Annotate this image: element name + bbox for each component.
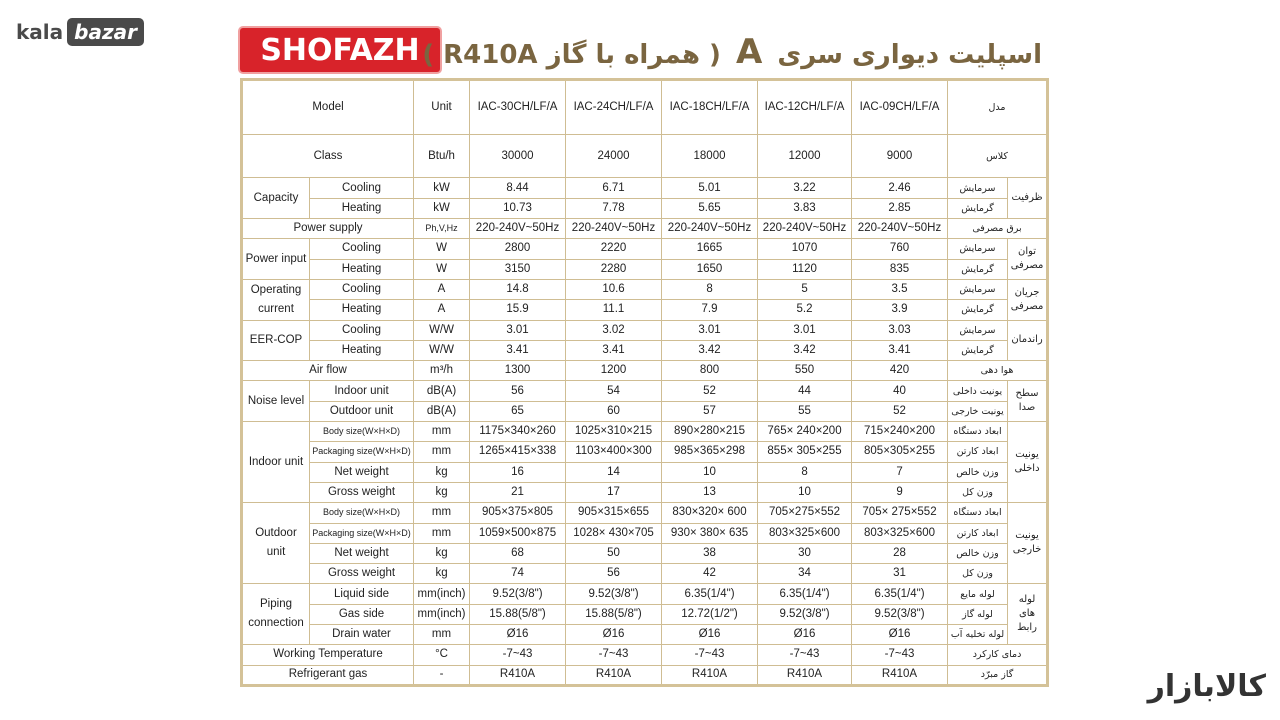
value-cell: -7~43 bbox=[758, 645, 852, 665]
model-cell: IAC-12CH/LF/A bbox=[758, 80, 852, 135]
value-cell: 550 bbox=[758, 361, 852, 381]
value-cell: 57 bbox=[662, 401, 758, 421]
sub-label: Cooling bbox=[310, 279, 414, 299]
value-cell: 6.35(1/4") bbox=[852, 584, 948, 604]
value-cell: 3.02 bbox=[566, 320, 662, 340]
unit-cell: W bbox=[414, 259, 470, 279]
value-cell: R410A bbox=[662, 665, 758, 685]
unit-cell: mm bbox=[414, 422, 470, 442]
sub-label: Liquid side bbox=[310, 584, 414, 604]
value-cell: 220-240V~50Hz bbox=[470, 219, 566, 239]
row-label-fa: مدل bbox=[948, 80, 1048, 135]
value-cell: 30 bbox=[758, 543, 852, 563]
value-cell: 705× 275×552 bbox=[852, 503, 948, 523]
value-cell: 16 bbox=[470, 462, 566, 482]
value-cell: 55 bbox=[758, 401, 852, 421]
value-cell: 8.44 bbox=[470, 178, 566, 198]
value-cell: 3150 bbox=[470, 259, 566, 279]
sub-label: Net weight bbox=[310, 462, 414, 482]
table-row bbox=[242, 401, 1048, 421]
value-cell: 220-240V~50Hz bbox=[566, 219, 662, 239]
value-cell: 11.1 bbox=[566, 300, 662, 320]
unit-cell: A bbox=[414, 279, 470, 299]
value-cell: 220-240V~50Hz bbox=[662, 219, 758, 239]
sub-label: Heating bbox=[310, 300, 414, 320]
value-cell: 21 bbox=[470, 482, 566, 502]
category-label-fa: یونیت خارجی bbox=[1008, 503, 1048, 584]
value-cell: 60 bbox=[566, 401, 662, 421]
sub-label-fa: یونیت خارجی bbox=[948, 401, 1008, 421]
sub-label-fa: یونیت داخلی bbox=[948, 381, 1008, 401]
value-cell: 6.35(1/4") bbox=[758, 584, 852, 604]
sub-label-fa: وزن خالص bbox=[948, 543, 1008, 563]
value-cell: 800 bbox=[662, 361, 758, 381]
sub-label: Heating bbox=[310, 198, 414, 218]
category-label-fa: یونیت داخلی bbox=[1008, 422, 1048, 503]
value-cell: 3.01 bbox=[470, 320, 566, 340]
value-cell: R410A bbox=[852, 665, 948, 685]
value-cell: 2800 bbox=[470, 239, 566, 259]
table-row bbox=[242, 604, 1048, 624]
value-cell: 9.52(3/8") bbox=[758, 604, 852, 624]
sub-label-fa: سرمایش bbox=[948, 279, 1008, 299]
category-label: Noise level bbox=[242, 381, 310, 422]
unit-cell: mm bbox=[414, 624, 470, 644]
table-row bbox=[242, 564, 1048, 584]
value-cell: 3.5 bbox=[852, 279, 948, 299]
value-cell: 28 bbox=[852, 543, 948, 563]
value-cell: Ø16 bbox=[758, 624, 852, 644]
value-cell: 855× 305×255 bbox=[758, 442, 852, 462]
row-label: Working Temperature bbox=[242, 645, 414, 665]
value-cell: 54 bbox=[566, 381, 662, 401]
value-cell: 13 bbox=[662, 482, 758, 502]
spec-table bbox=[240, 78, 1049, 687]
value-cell: 3.01 bbox=[662, 320, 758, 340]
unit-cell: kg bbox=[414, 462, 470, 482]
unit-cell: W/W bbox=[414, 320, 470, 340]
sub-label-fa: گرمایش bbox=[948, 300, 1008, 320]
category-label: Operating current bbox=[242, 279, 310, 320]
unit-cell: mm bbox=[414, 503, 470, 523]
title-pre: اسپلیت دیواری سری bbox=[777, 40, 1042, 70]
table-row bbox=[242, 80, 1048, 135]
unit-cell: mm(inch) bbox=[414, 604, 470, 624]
value-cell: 1120 bbox=[758, 259, 852, 279]
value-cell: 2.85 bbox=[852, 198, 948, 218]
brand-logo-text: SHOFAZH bbox=[260, 32, 420, 68]
value-cell: 1650 bbox=[662, 259, 758, 279]
value-cell: 3.41 bbox=[470, 340, 566, 360]
table-row bbox=[242, 279, 1048, 299]
category-label-fa: سطح صدا bbox=[1008, 381, 1048, 422]
value-cell: 803×325×600 bbox=[758, 523, 852, 543]
title-post: ( همراه با گاز R410A ) bbox=[422, 40, 721, 70]
value-cell: 1025×310×215 bbox=[566, 422, 662, 442]
value-cell: 3.83 bbox=[758, 198, 852, 218]
value-cell: 1265×415×338 bbox=[470, 442, 566, 462]
category-label: Indoor unit bbox=[242, 422, 310, 503]
row-label-fa: گاز مبرّد bbox=[948, 665, 1048, 685]
table-row bbox=[242, 198, 1048, 218]
value-cell: 5.65 bbox=[662, 198, 758, 218]
value-cell: 905×375×805 bbox=[470, 503, 566, 523]
sub-label-fa: ابعاد دستگاه bbox=[948, 422, 1008, 442]
sub-label-fa: سرمایش bbox=[948, 320, 1008, 340]
unit-cell: kg bbox=[414, 482, 470, 502]
row-label: Air flow bbox=[242, 361, 414, 381]
value-cell: 10 bbox=[758, 482, 852, 502]
value-cell: 2220 bbox=[566, 239, 662, 259]
model-cell: IAC-09CH/LF/A bbox=[852, 80, 948, 135]
unit-cell: W/W bbox=[414, 340, 470, 360]
row-label-fa: برق مصرفی bbox=[948, 219, 1048, 239]
sub-label-fa: وزن کل bbox=[948, 564, 1008, 584]
value-cell: 8 bbox=[662, 279, 758, 299]
table-row bbox=[242, 482, 1048, 502]
category-label-fa: ظرفیت bbox=[1008, 178, 1048, 219]
value-cell: 10.73 bbox=[470, 198, 566, 218]
unit-cell: kW bbox=[414, 178, 470, 198]
table-row bbox=[242, 134, 1048, 178]
row-label: Class bbox=[242, 134, 414, 178]
value-cell: 6.71 bbox=[566, 178, 662, 198]
value-cell: 420 bbox=[852, 361, 948, 381]
value-cell: 1059×500×875 bbox=[470, 523, 566, 543]
table-row bbox=[242, 624, 1048, 644]
value-cell: 835 bbox=[852, 259, 948, 279]
value-cell: 220-240V~50Hz bbox=[758, 219, 852, 239]
value-cell: 5.2 bbox=[758, 300, 852, 320]
value-cell: 1665 bbox=[662, 239, 758, 259]
value-cell: Ø16 bbox=[470, 624, 566, 644]
category-label: EER-COP bbox=[242, 320, 310, 361]
value-cell: 9.52(3/8") bbox=[566, 584, 662, 604]
category-label-fa: توان مصرفی bbox=[1008, 239, 1048, 280]
value-cell: Ø16 bbox=[662, 624, 758, 644]
value-cell: 220-240V~50Hz bbox=[852, 219, 948, 239]
sub-label-fa: لوله گاز bbox=[948, 604, 1008, 624]
value-cell: 905×315×655 bbox=[566, 503, 662, 523]
sub-label-fa: گرمایش bbox=[948, 340, 1008, 360]
value-cell: 1200 bbox=[566, 361, 662, 381]
value-cell: 9000 bbox=[852, 134, 948, 178]
sub-label: Packaging size(W×H×D) bbox=[310, 442, 414, 462]
value-cell: 10 bbox=[662, 462, 758, 482]
sub-label: Heating bbox=[310, 259, 414, 279]
value-cell: -7~43 bbox=[662, 645, 758, 665]
value-cell: 930× 380× 635 bbox=[662, 523, 758, 543]
table-row bbox=[242, 422, 1048, 442]
table-row bbox=[242, 503, 1048, 523]
sub-label: Drain water bbox=[310, 624, 414, 644]
unit-cell: A bbox=[414, 300, 470, 320]
model-cell: IAC-30CH/LF/A bbox=[470, 80, 566, 135]
value-cell: 31 bbox=[852, 564, 948, 584]
value-cell: 30000 bbox=[470, 134, 566, 178]
category-label-fa: جریان مصرفی bbox=[1008, 279, 1048, 320]
table-row bbox=[242, 219, 1048, 239]
value-cell: 5 bbox=[758, 279, 852, 299]
table-row bbox=[242, 584, 1048, 604]
category-label-fa: راندمان bbox=[1008, 320, 1048, 361]
value-cell: 803×325×600 bbox=[852, 523, 948, 543]
shofazh-logo bbox=[240, 28, 440, 72]
value-cell: 44 bbox=[758, 381, 852, 401]
value-cell: 56 bbox=[566, 564, 662, 584]
value-cell: 985×365×298 bbox=[662, 442, 758, 462]
value-cell: 18000 bbox=[662, 134, 758, 178]
kalabazar-watermark-top bbox=[16, 18, 144, 46]
model-cell: IAC-24CH/LF/A bbox=[566, 80, 662, 135]
value-cell: 3.01 bbox=[758, 320, 852, 340]
table-row bbox=[242, 645, 1048, 665]
sub-label: Gas side bbox=[310, 604, 414, 624]
value-cell: 7.78 bbox=[566, 198, 662, 218]
unit-cell: kg bbox=[414, 543, 470, 563]
value-cell: 2280 bbox=[566, 259, 662, 279]
category-label: Outdoor unit bbox=[242, 503, 310, 584]
row-label: Refrigerant gas bbox=[242, 665, 414, 685]
sub-label-fa: سرمایش bbox=[948, 178, 1008, 198]
unit-cell: Ph,V,Hz bbox=[414, 219, 470, 239]
table-row bbox=[242, 300, 1048, 320]
sub-label: Cooling bbox=[310, 239, 414, 259]
value-cell: 10.6 bbox=[566, 279, 662, 299]
value-cell: R410A bbox=[566, 665, 662, 685]
category-label: Capacity bbox=[242, 178, 310, 219]
category-label-fa: لوله های رابط bbox=[1008, 584, 1048, 645]
sub-label-fa: ابعاد کارتن bbox=[948, 523, 1008, 543]
value-cell: 52 bbox=[662, 381, 758, 401]
value-cell: 15.88(5/8") bbox=[470, 604, 566, 624]
watermark-kala: kala bbox=[16, 20, 64, 44]
value-cell: 2.46 bbox=[852, 178, 948, 198]
value-cell: 9.52(3/8") bbox=[852, 604, 948, 624]
unit-cell: kW bbox=[414, 198, 470, 218]
unit-cell: m³/h bbox=[414, 361, 470, 381]
sub-label: Gross weight bbox=[310, 564, 414, 584]
table-row bbox=[242, 340, 1048, 360]
row-label-fa: کلاس bbox=[948, 134, 1048, 178]
sub-label: Net weight bbox=[310, 543, 414, 563]
value-cell: 715×240×200 bbox=[852, 422, 948, 442]
value-cell: 3.22 bbox=[758, 178, 852, 198]
sub-label: Indoor unit bbox=[310, 381, 414, 401]
table-row bbox=[242, 320, 1048, 340]
table-row bbox=[242, 361, 1048, 381]
value-cell: 7.9 bbox=[662, 300, 758, 320]
value-cell: 15.88(5/8") bbox=[566, 604, 662, 624]
sub-label: Cooling bbox=[310, 320, 414, 340]
row-label-fa: دمای کارکرد bbox=[948, 645, 1048, 665]
value-cell: 15.9 bbox=[470, 300, 566, 320]
unit-cell: mm(inch) bbox=[414, 584, 470, 604]
value-cell: 50 bbox=[566, 543, 662, 563]
model-cell: IAC-18CH/LF/A bbox=[662, 80, 758, 135]
value-cell: Ø16 bbox=[566, 624, 662, 644]
value-cell: 1070 bbox=[758, 239, 852, 259]
value-cell: 3.03 bbox=[852, 320, 948, 340]
title-series-letter: A bbox=[735, 32, 763, 72]
sub-label-fa: ابعاد کارتن bbox=[948, 442, 1008, 462]
value-cell: 17 bbox=[566, 482, 662, 502]
value-cell: 12.72(1/2") bbox=[662, 604, 758, 624]
value-cell: 765× 240×200 bbox=[758, 422, 852, 442]
value-cell: 5.01 bbox=[662, 178, 758, 198]
row-label: Model bbox=[242, 80, 414, 135]
value-cell: 3.42 bbox=[758, 340, 852, 360]
table-row bbox=[242, 523, 1048, 543]
sub-label-fa: لوله تخلیه آب bbox=[948, 624, 1008, 644]
value-cell: 7 bbox=[852, 462, 948, 482]
row-label: Power supply bbox=[242, 219, 414, 239]
category-label: Piping connection bbox=[242, 584, 310, 645]
sub-label-fa: ابعاد دستگاه bbox=[948, 503, 1008, 523]
value-cell: 760 bbox=[852, 239, 948, 259]
value-cell: 68 bbox=[470, 543, 566, 563]
table-row bbox=[242, 381, 1048, 401]
category-label: Power input bbox=[242, 239, 310, 280]
value-cell: Ø16 bbox=[852, 624, 948, 644]
value-cell: -7~43 bbox=[566, 645, 662, 665]
table-row bbox=[242, 178, 1048, 198]
value-cell: 1028× 430×705 bbox=[566, 523, 662, 543]
value-cell: 12000 bbox=[758, 134, 852, 178]
value-cell: 830×320× 600 bbox=[662, 503, 758, 523]
table-row bbox=[242, 543, 1048, 563]
value-cell: -7~43 bbox=[470, 645, 566, 665]
value-cell: 1103×400×300 bbox=[566, 442, 662, 462]
value-cell: 705×275×552 bbox=[758, 503, 852, 523]
value-cell: 805×305×255 bbox=[852, 442, 948, 462]
unit-cell: mm bbox=[414, 442, 470, 462]
value-cell: 65 bbox=[470, 401, 566, 421]
unit-cell: kg bbox=[414, 564, 470, 584]
value-cell: 1300 bbox=[470, 361, 566, 381]
value-cell: 9.52(3/8") bbox=[470, 584, 566, 604]
row-label-fa: هوا دهی bbox=[948, 361, 1048, 381]
unit-cell: °C bbox=[414, 645, 470, 665]
value-cell: 3.41 bbox=[566, 340, 662, 360]
sub-label-fa: لوله مایع bbox=[948, 584, 1008, 604]
sub-label: Heating bbox=[310, 340, 414, 360]
kalabazar-watermark-bottom: کالابازار bbox=[1147, 669, 1266, 704]
sub-label: Outdoor unit bbox=[310, 401, 414, 421]
value-cell: 6.35(1/4") bbox=[662, 584, 758, 604]
unit-cell: - bbox=[414, 665, 470, 685]
value-cell: -7~43 bbox=[852, 645, 948, 665]
value-cell: 14.8 bbox=[470, 279, 566, 299]
sub-label: Gross weight bbox=[310, 482, 414, 502]
sub-label-fa: سرمایش bbox=[948, 239, 1008, 259]
unit-cell: dB(A) bbox=[414, 381, 470, 401]
value-cell: 38 bbox=[662, 543, 758, 563]
table-row bbox=[242, 462, 1048, 482]
value-cell: 8 bbox=[758, 462, 852, 482]
value-cell: 890×280×215 bbox=[662, 422, 758, 442]
sub-label: Cooling bbox=[310, 178, 414, 198]
unit-cell: W bbox=[414, 239, 470, 259]
value-cell: 52 bbox=[852, 401, 948, 421]
watermark-bazar: bazar bbox=[67, 18, 144, 46]
sub-label-fa: گرمایش bbox=[948, 198, 1008, 218]
sub-label: Body size(W×H×D) bbox=[310, 503, 414, 523]
value-cell: 40 bbox=[852, 381, 948, 401]
sub-label-fa: گرمایش bbox=[948, 259, 1008, 279]
unit-cell: dB(A) bbox=[414, 401, 470, 421]
unit-cell: Unit bbox=[414, 80, 470, 135]
page-title bbox=[422, 32, 1042, 72]
value-cell: 14 bbox=[566, 462, 662, 482]
value-cell: 42 bbox=[662, 564, 758, 584]
value-cell: 1175×340×260 bbox=[470, 422, 566, 442]
sub-label: Body size(W×H×D) bbox=[310, 422, 414, 442]
value-cell: 34 bbox=[758, 564, 852, 584]
table-row bbox=[242, 442, 1048, 462]
value-cell: R410A bbox=[758, 665, 852, 685]
unit-cell: Btu/h bbox=[414, 134, 470, 178]
sub-label-fa: وزن کل bbox=[948, 482, 1008, 502]
value-cell: 3.42 bbox=[662, 340, 758, 360]
value-cell: 9 bbox=[852, 482, 948, 502]
value-cell: 24000 bbox=[566, 134, 662, 178]
value-cell: 3.9 bbox=[852, 300, 948, 320]
value-cell: R410A bbox=[470, 665, 566, 685]
value-cell: 74 bbox=[470, 564, 566, 584]
spec-sheet bbox=[232, 22, 1050, 698]
value-cell: 56 bbox=[470, 381, 566, 401]
table-row bbox=[242, 259, 1048, 279]
unit-cell: mm bbox=[414, 523, 470, 543]
table-row bbox=[242, 665, 1048, 685]
table-row bbox=[242, 239, 1048, 259]
sub-label: Packaging size(W×H×D) bbox=[310, 523, 414, 543]
value-cell: 3.41 bbox=[852, 340, 948, 360]
sub-label-fa: وزن خالص bbox=[948, 462, 1008, 482]
